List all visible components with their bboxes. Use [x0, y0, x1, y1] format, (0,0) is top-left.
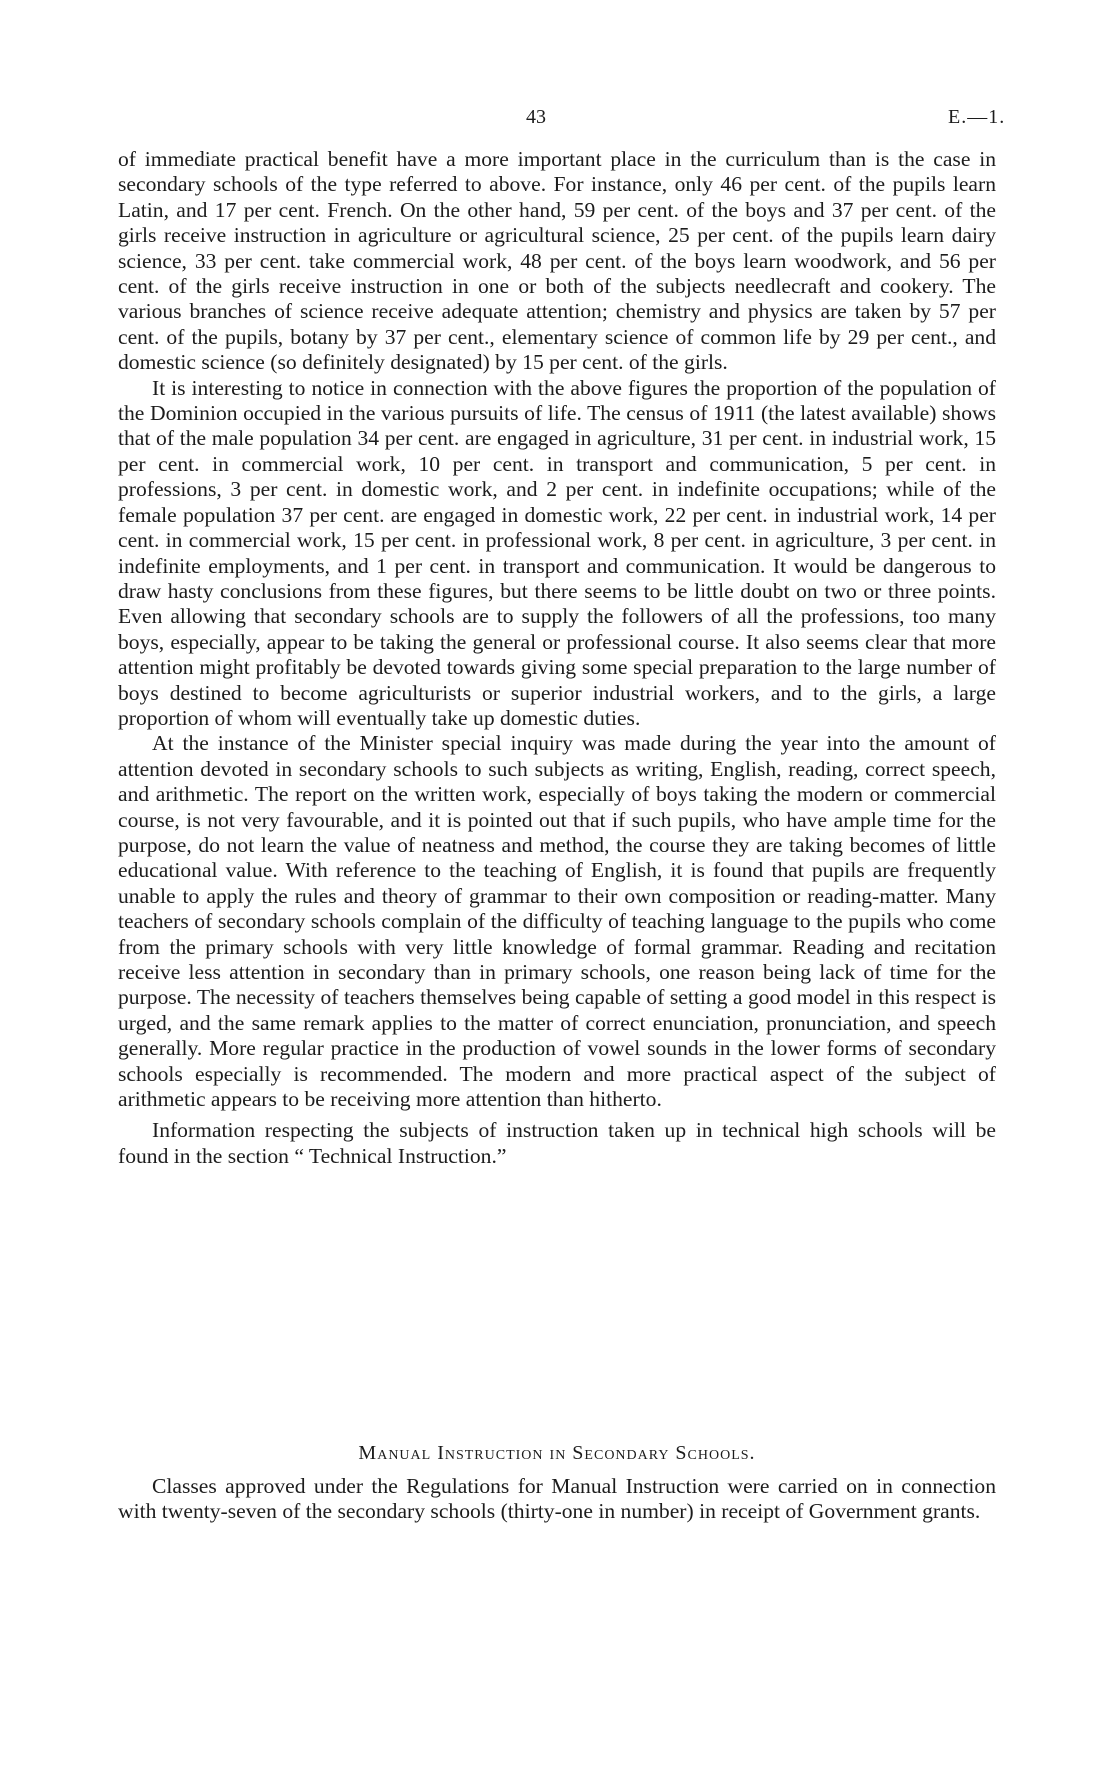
body-text — [118, 147, 996, 1169]
paragraph-technical-reference: Information respecting the subjects of instruction taken up in technical high schools will be found in the section “ Technical Instruction.” — [118, 1118, 996, 1168]
document-reference-code: E.—1. — [948, 106, 1006, 128]
paragraph-population: It is interesting to notice in connection with the above figures the proportion of the population of the Dominion occupied in the various pursuits of life. The census of 1911 (the latest available) shows that of the male population 34 per cent. are engaged in agriculture, 31 per cent. in industrial work, 15 per cent. in commercial work, 10 per cent. in transport and communication, 5 per cent. in professions, 3 per cent. in domestic work, and 2 per cent. in indefinite occupations; while of the female population 37 per cent. are engaged in domestic work, 22 per cent. in industrial work, 14 per cent. in commercial work, 15 per cent. in professional work, 8 per cent. in agriculture, 3 per cent. in indefinite employments, and 1 per cent. in transport and communication. It would be dangerous to draw hasty conclusions from these figures, but there seems to be little doubt on two or three points. Even allowing that secondary schools are to supply the followers of all the professions, too many boys, especially, appear to be taking the general or professional course. It also seems clear that more attention might profitably be devoted towards giving some special preparation to the large number of boys destined to become agriculturists or superior industrial workers, and to the girls, a large proportion of whom will eventually take up domestic duties. — [118, 375, 996, 730]
section-heading: Manual Instruction in Secondary Schools. — [358, 1442, 756, 1464]
paragraph-continued: of immediate practical benefit have a more important place in the curriculum than is the case in secondary schools of the type referred to above. For instance, only 46 per cent. of the pupils learn Latin, and 17 per cent. French. On the other hand, 59 per cent. of the boys and 37 per cent. of the girls receive instruction in agriculture or agricultural science, 25 per cent. of the pupils learn dairy science, 33 per cent. take commercial work, 48 per cent. of the boys learn woodwork, and 56 per cent. of the girls receive instruction in one or both of the subjects needlecraft and cookery. The various branches of science receive adequate attention; chemistry and physics are taken by 57 per cent. of the pupils, botany by 37 per cent., elementary science of common life by 29 per cent., and domestic science (so definitely designated) by 15 per cent. of the girls. — [118, 147, 996, 375]
paragraph-manual-instruction: Classes approved under the Regulations for Manual Instruction were carried on in connection with twenty-seven of the secondary schools (thirty-one in number) in receipt of Government grants. — [118, 1474, 996, 1524]
page-number: 43 — [526, 106, 546, 128]
paragraph-special-inquiry: At the instance of the Minister special inquiry was made during the year into the amount of attention devoted in secondary schools to such subjects as writing, English, reading, correct speech, and arithmetic. The report on the written work, especially of boys taking the modern or commercial course, is not very favourable, and it is pointed out that if such pupils, who have ample time for the purpose, do not learn the value of neatness and method, the course they are taking becomes of little educational value. With reference to the teaching of English, it is found that pupils are frequently unable to apply the rules and theory of grammar to their own composition or reading-matter. Many teachers of secondary schools complain of the difficulty of teaching language to the pupils who come from the primary schools with very little knowledge of formal grammar. Reading and recitation receive less attention in secondary than in primary schools, one reason being lack of time for the purpose. The necessity of teachers themselves being capable of setting a good model in this respect is urged, and the same remark applies to the matter of correct enunciation, pronunciation, and speech generally. More regular practice in the production of vowel sounds in the lower forms of secondary schools especially is recommended. The modern and more practical aspect of the subject of arithmetic appears to be receiving more attention than hitherto. — [118, 731, 996, 1112]
section-body — [118, 1474, 996, 1525]
